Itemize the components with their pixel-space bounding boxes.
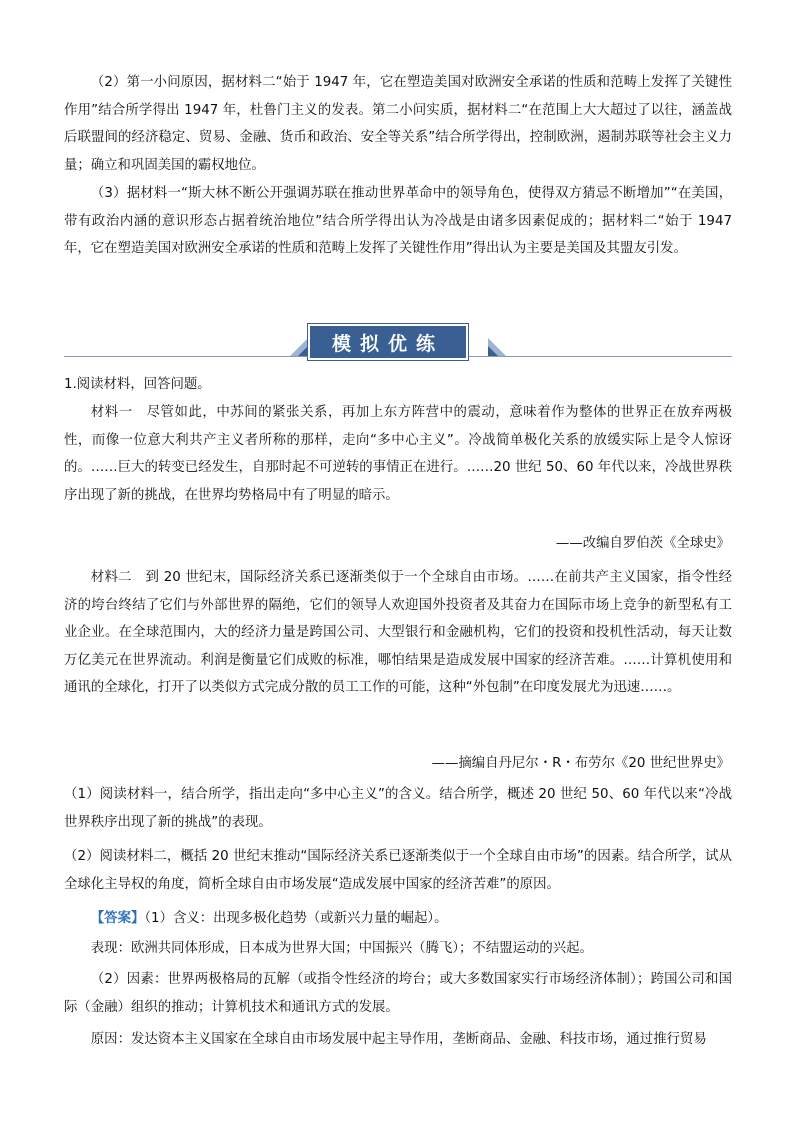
answer-2-detail: 原因：发达资本主义国家在全球自由市场发展中起主导作用，垄断商品、金融、科技市场，通过推行贸易 <box>90 1032 707 1047</box>
sub-question-1: （1）阅读材料一，结合所学，指出走向“多中心主义”的含义。结合所学，概述 20 世纪 50、60 年代以来“冷战世界秩序出现了新的挑战”的表现。 <box>64 787 732 830</box>
answer-paragraph-3: （3）据材料一“斯大林不断公开强调苏联在推动世界革命中的领导角色，使得双方猜忌不断增加”“在美国，带有政治内涵的意识形态占据着统治地位”结合所学得出认为冷战是由诸多因素促成的；据材料二“始于 1947 年，它在塑造美国对欧洲安全承诺的性质和范畴上发挥了关键性作用”得出认为主要是美国及其盟友引发。 <box>64 186 732 256</box>
banner-title: 模拟优练 <box>308 324 468 360</box>
material-two: 材料二 到 20 世纪末，国际经济关系已逐渐类似于一个全球自由市场。……在前共产主义国家，指令性经济的垮台终结了它们与外部世界的隔绝，它们的领导人欢迎国外投资者及其奋力在国际市场上竞争的新型私有工业企业。在全球范围内，大的经济力量是跨国公司、大型银行和金融机构，它们的投资和投机性活动，每天让数万亿美元在世界流动。利润是衡量它们成败的标准，哪怕结果是造成发展中国家的经济苦难。……计算机使用和通讯的全球化，打开了以类似方式完成分散的员工工作的可能，这种“外包制”在印度发展尤为迅速……。 <box>64 570 732 695</box>
material-one-source: ——改编自罗伯茨《全球史》 <box>555 536 730 551</box>
material-one: 材料一 尽管如此，中苏间的紧张关系，再加上东方阵营中的震动，意味着作为整体的世界正在放弃两极性，而像一位意大利共产主义者所称的那样，走向“多中心主义”。冷战简单极化关系的放缓实际上是令人惊讶的。……巨大的转变已经发生，自那时起不可逆转的事情正在进行。……20 世纪 50、60 年代以来，冷战世界秩序出现了新的挑战，在世界均势格局中有了明显的暗示。 <box>64 405 732 503</box>
material-two-source: ——摘编自丹尼尔・R・布劳尔《20 世纪世界史》 <box>431 756 730 771</box>
answer-2: （2）因素：世界两极格局的瓦解（或指令性经济的垮台；或大多数国家实行市场经济体制）；跨国公司和国际（金融）组织的推动；计算机技术和通讯方式的发展。 <box>64 972 732 1015</box>
answer-1-text: （1）含义：出现多极化趋势（或新兴力量的崛起）。 <box>144 911 448 926</box>
banner-emblem <box>290 318 506 362</box>
answer-tag: 【答案】 <box>90 911 145 926</box>
question-intro: 1.阅读材料，回答问题。 <box>64 377 211 392</box>
answer-1-detail: 表现：欧洲共同体形成，日本成为世界大国；中国振兴（腾飞）；不结盟运动的兴起。 <box>90 941 593 956</box>
answer-1 <box>64 905 732 933</box>
section-banner <box>64 318 732 362</box>
answer-paragraph-2: （2）第一小问原因，据材料二“始于 1947 年，它在塑造美国对欧洲安全承诺的性质和范畴上发挥了关键性作用”结合所学得出 1947 年，杜鲁门主义的发表。第二小问实质，据材料二“在范围上大大超过了以往，涵盖战后联盟间的经济稳定、贸易、金融、货币和政治、安全等关系”结合所学得出，控制欧洲，遏制苏联等社会主义力量；确立和巩固美国的霸权地位。 <box>64 75 732 173</box>
sub-question-2: （2）阅读材料二，概括 20 世纪末推动“国际经济关系已逐渐类似于一个全球自由市场”的因素。结合所学，试从全球化主导权的角度，简析全球自由市场发展“造成发展中国家的经济苦难”的原因。 <box>64 849 732 892</box>
